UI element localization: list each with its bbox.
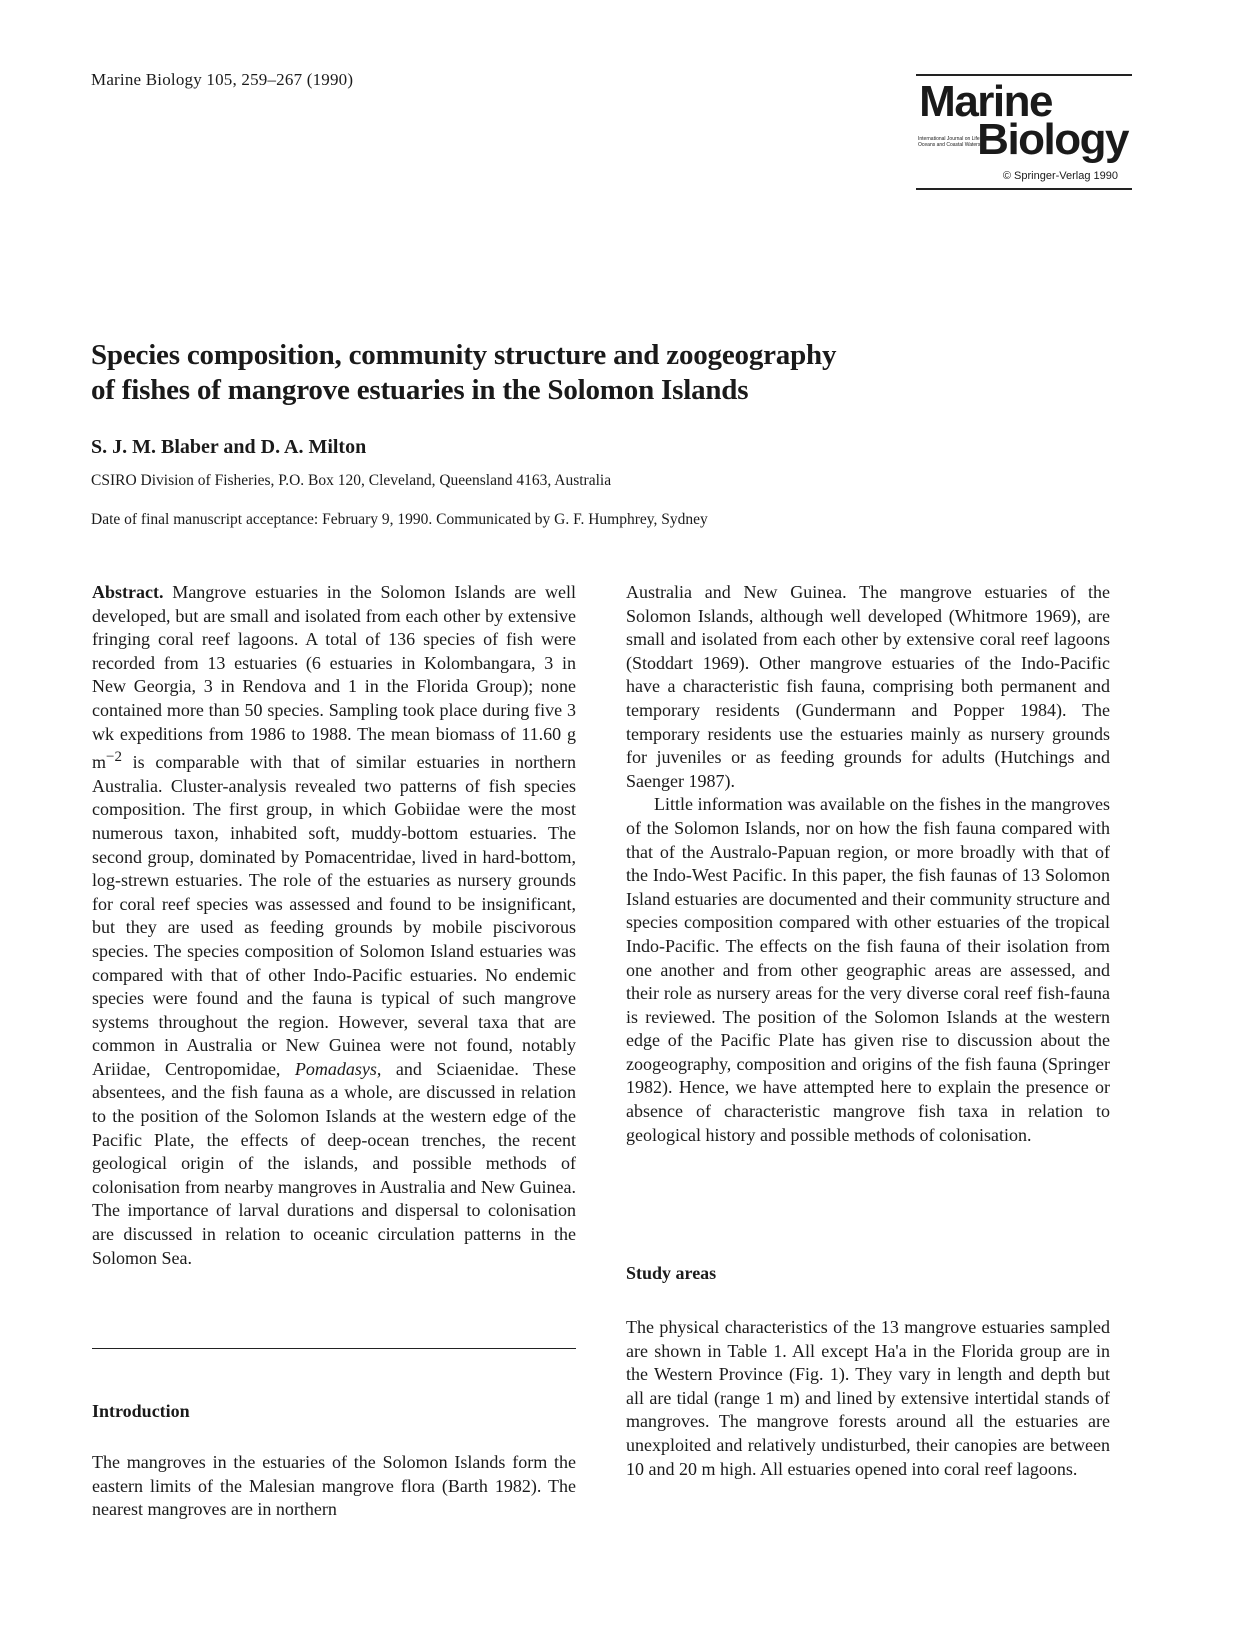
abstract-text-c: , and Sciaenidae. These absentees, and the fish fauna as a whole, are discussed in relation to the position of the Solomon Islands at the western edge of the Pacific Plate, the effects of deep-ocean trenches, the recent geological origin of the islands, and possible methods of colonisation from nearby mangroves in Australia and New Guinea. The importance of larval durations and dispersal to colonisation are discussed in relation to oceanic circulation patterns in the Solomon Sea. [92,1058,576,1268]
introduction-paragraph-start: The mangroves in the estuaries of the Solomon Islands form the eastern limits of the Malesian mangrove flora (Barth 1982). The nearest mangroves are in northern [92,1452,576,1520]
right-column [626,581,1110,1147]
authors: S. J. M. Blaber and D. A. Milton [91,436,367,458]
affiliation: CSIRO Division of Fisheries, P.O. Box 120, Cleveland, Queensland 4163, Australia [91,472,612,489]
logo-top-rule [916,74,1132,76]
introduction-heading: Introduction [92,1401,190,1421]
abstract-italic-taxon: Pomadasys [294,1058,377,1079]
logo-copyright: © Springer-Verlag 1990 [1002,170,1118,182]
title-line-1: Species composition, community structure and zoogeography [91,339,837,371]
journal-logo [916,74,1132,190]
logo-word-biology: Biology [977,115,1128,164]
journal-citation: Marine Biology 105, 259–267 (1990) [91,70,354,89]
section-divider [92,1348,576,1349]
abstract [92,581,576,1270]
abstract-superscript: −2 [106,749,122,766]
abstract-label: Abstract. [92,582,164,602]
study-areas-paragraph: The physical characteristics of the 13 mangrove estuaries sampled are shown in Table 1. All except Ha'a in the Florida group are in the Western Province (Fig. 1). They vary in length and depth but all are tidal (range 1 m) and lined by extensive intertidal stands of mangroves. The mangrove forests around all the estuaries are unexploited and relatively undisturbed, their canopies are between 10 and 20 m high. All estuaries opened into coral reef lagoons. [626,1317,1110,1479]
logo-bottom-rule [916,188,1132,190]
article-title [91,338,991,408]
abstract-paragraph [92,581,576,1270]
introduction-paragraph-continued: Australia and New Guinea. The mangrove estuaries of the Solomon Islands, although well developed (Whitmore 1969), are small and isolated from each other by extensive coral reef lagoons (Stoddart 1969). Other mangrove estuaries of the Indo-Pacific have a characteristic fish fauna, comprising both permanent and temporary residents (Gundermann and Popper 1984). The temporary residents use the estuaries mainly as nursery grounds for juveniles or as feeding grounds for adults (Hutchings and Saenger 1987). [626,582,1110,791]
abstract-text-b: is comparable with that of similar estuaries in northern Australia. Cluster-analysis revealed two patterns of fish species composition. The first group, in which Gobiidae were the most numerous taxon, inhabited soft, muddy-bottom estuaries. The second group, dominated by Pomacentridae, lived in hard-bottom, log-strewn estuaries. The role of the estuaries as nursery grounds for coral reef species was assessed and found to be insignificant, but they are used as feeding grounds by mobile piscivorous species. The species composition of Solomon Island estuaries was compared with that of other Indo-Pacific estuaries. No endemic species were found and the fauna is typical of such mangrove systems throughout the region. However, several taxa that are common in Australia or New Guinea were not found, notably Ariidae, Centropomidae, [92,752,576,1079]
logo-tagline: International Journal on Life in Oceans and Coastal Waters [918,136,985,148]
acceptance-dateline: Date of final manuscript acceptance: February 9, 1990. Communicated by G. F. Humphrey, Sydney [91,511,708,528]
title-line-2: of fishes of mangrove estuaries in the Solomon Islands [91,374,749,406]
logo-word-marine: Marine [919,77,1052,126]
introduction-paragraph-2: Little information was available on the fishes in the mangroves of the Solomon Islands, nor on how the fish fauna compared with that of the Australo-Papuan region, or more broadly with that of the Indo-West Pacific. In this paper, the fish faunas of 13 Solomon Island estuaries are documented and their community structure and species composition compared with other estuaries of the tropical Indo-Pacific. The effects on the fish fauna of their isolation from one another and from other geographic areas are assessed, and their role as nursery areas for the very diverse coral reef fish-fauna is reviewed. The position of the Solomon Islands at the western edge of the Pacific Plate has given rise to discussion about the zoogeography, composition and origins of the fish fauna (Springer 1982). Hence, we have attempted here to explain the presence or absence of characteristic mangrove fish taxa in relation to geological history and possible methods of colonisation. [626,794,1110,1145]
abstract-text-a: Mangrove estuaries in the Solomon Islands are well developed, but are small and isolated from each other by extensive fringing coral reef lagoons. A total of 136 species of fish were recorded from 13 estuaries (6 estuaries in Kolombangara, 3 in New Georgia, 3 in Rendova and 1 in the Florida Group); none contained more than 50 species. Sampling took place during five 3 wk expeditions from 1986 to 1988. The mean biomass of 11.60 g m [92,582,576,773]
study-areas-heading: Study areas [626,1263,717,1283]
